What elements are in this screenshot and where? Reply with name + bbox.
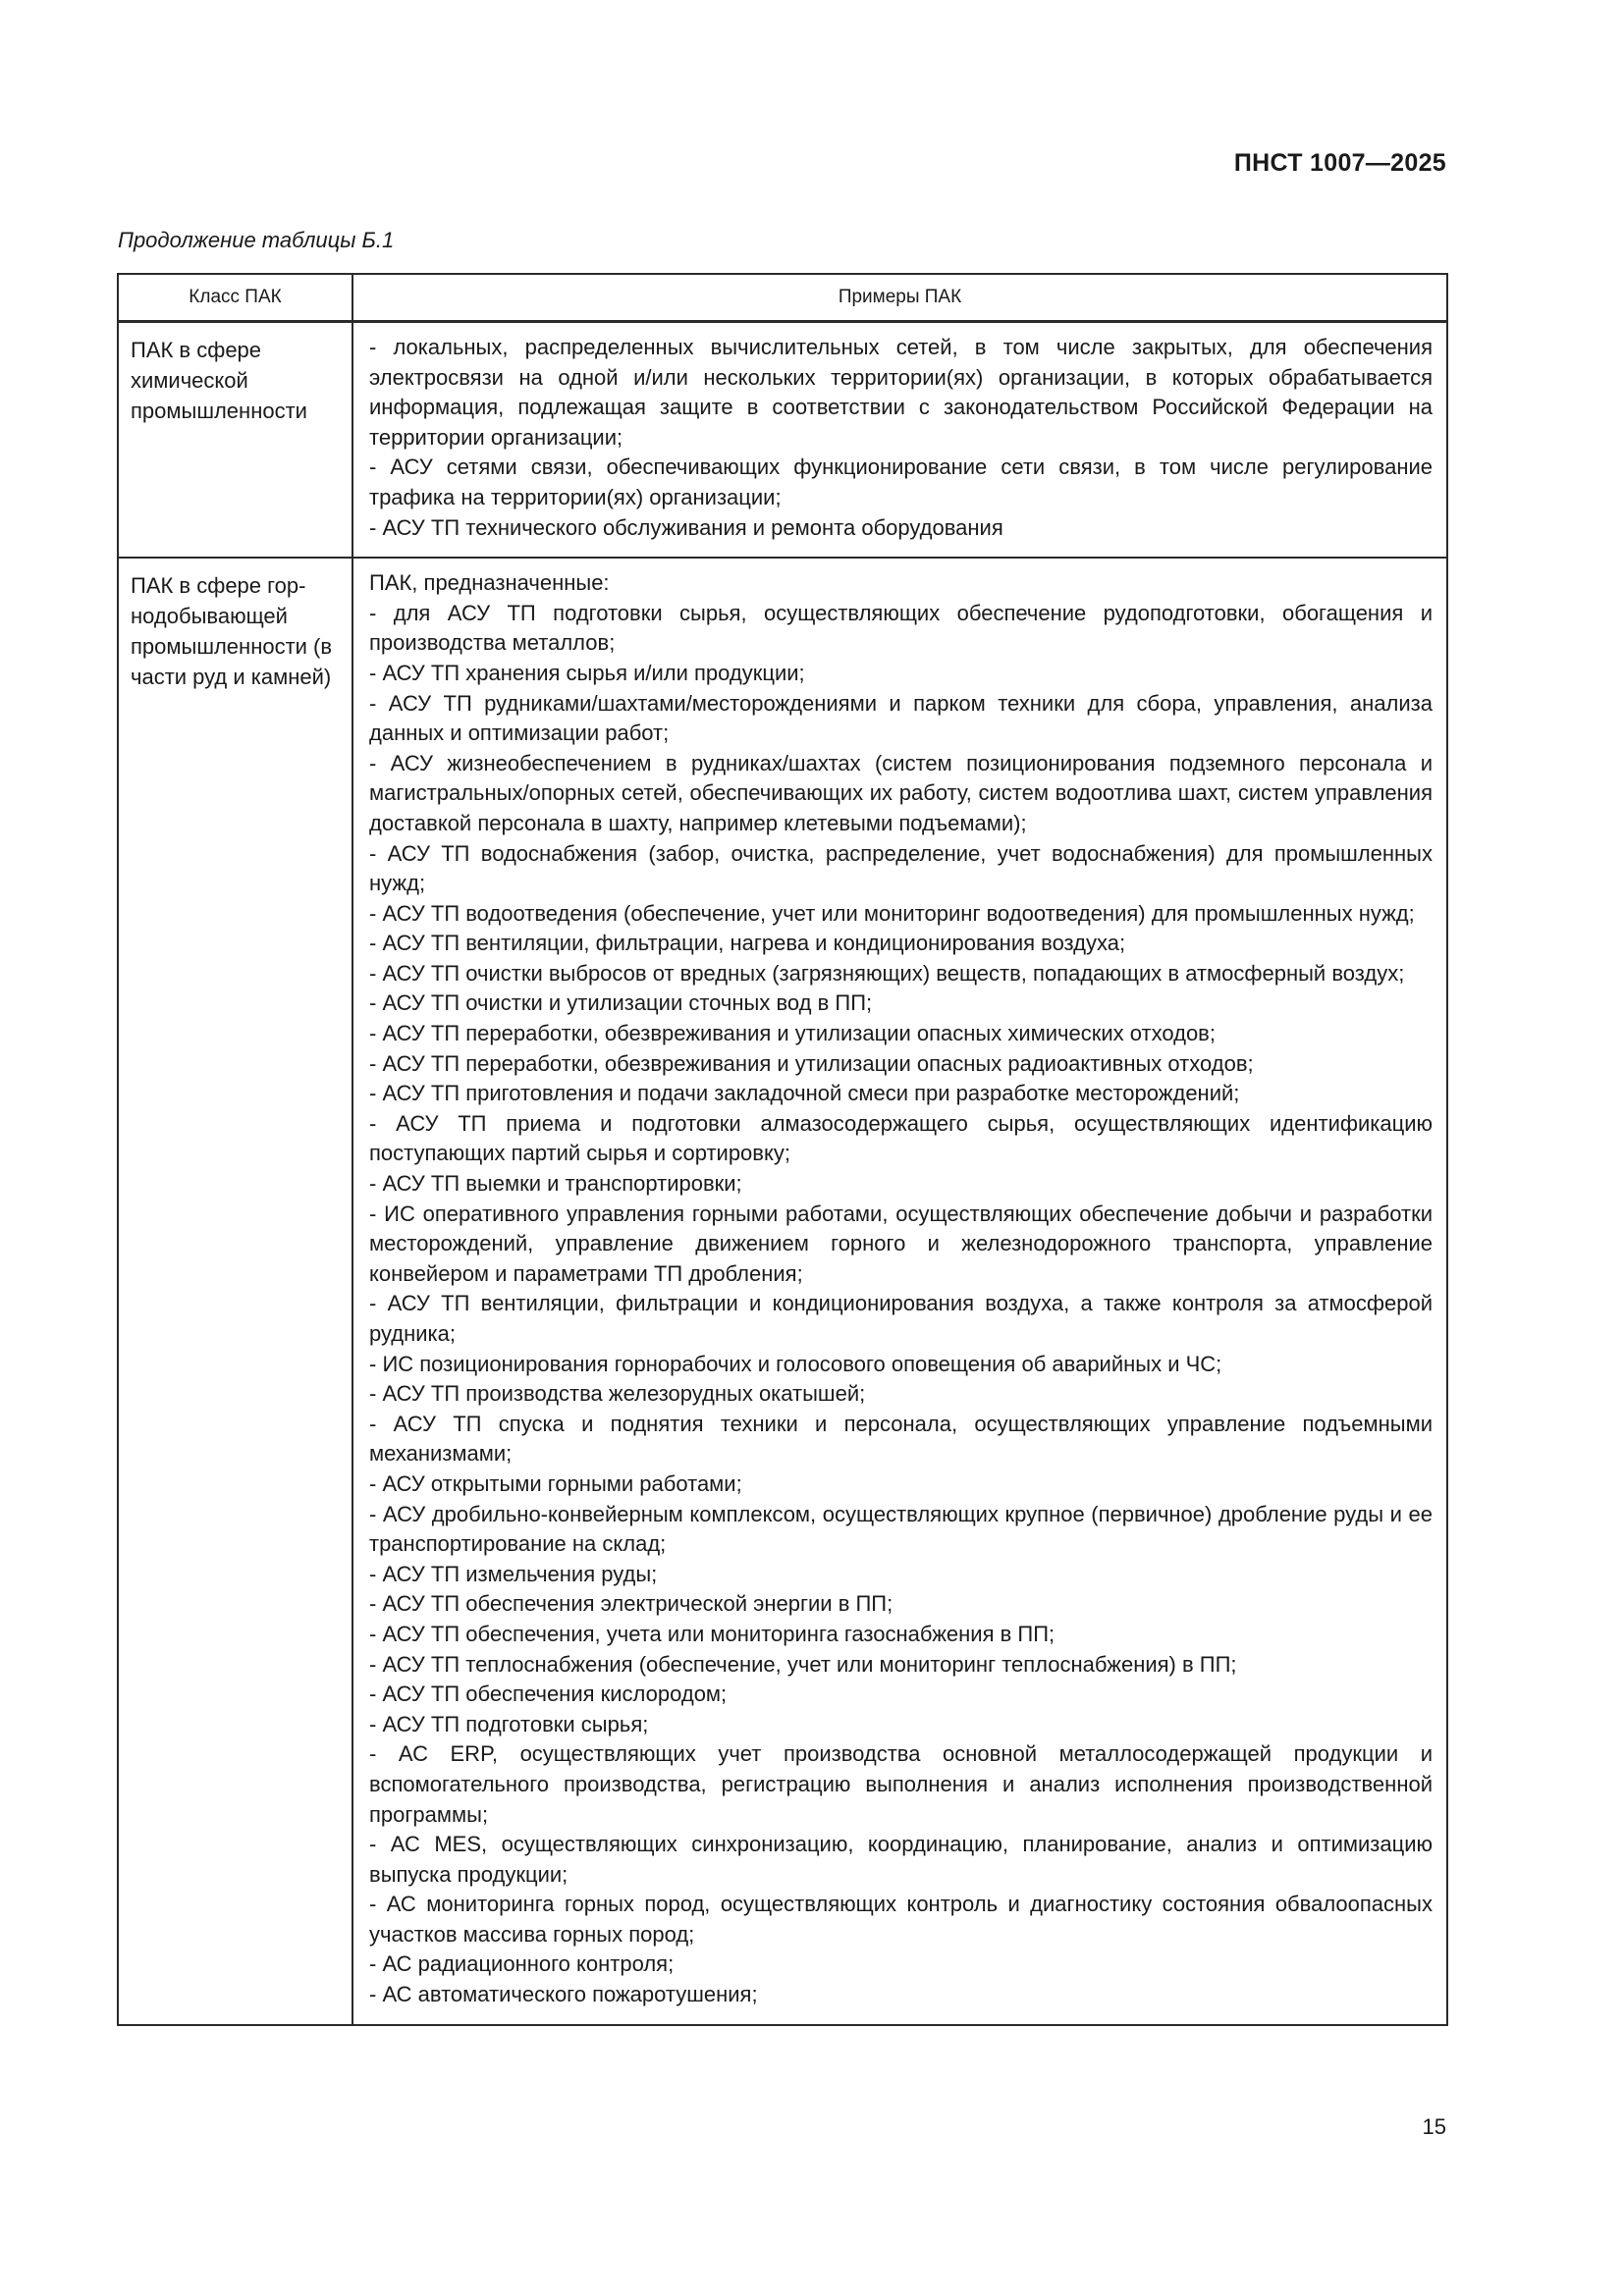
example-item: - ИС оперативного управления горными работами, осуществляющих обеспечение добычи и разработки месторождений, управление движением горного и железнодорожного транспорта, управление конвейером и параметрами ТП дробления; bbox=[369, 1201, 1433, 1286]
example-item: - АСУ дробильно-конвейерным комплексом, осуществляющих крупное (первичное) дробление руды и ее транспортирование на склад; bbox=[369, 1501, 1433, 1557]
example-item: - АСУ ТП обеспечения кислородом; bbox=[369, 1682, 728, 1707]
table-caption: Продолжение таблицы Б.1 bbox=[118, 228, 395, 252]
example-item: - АСУ ТП технического обслуживания и ремонта оборудования bbox=[369, 514, 1003, 540]
example-item: - ИС позиционирования горнорабочих и голосового оповещения об аварийных и ЧС; bbox=[369, 1351, 1222, 1376]
example-item: - АСУ ТП хранения сырья и/или продукции; bbox=[369, 660, 805, 685]
example-item: - АСУ ТП теплоснабжения (обеспечение, учет или мониторинг теплоснабжения) в ПП; bbox=[369, 1651, 1237, 1677]
pak-examples-table bbox=[117, 273, 1448, 2026]
example-item: - АСУ ТП обеспечения электрической энергии в ПП; bbox=[369, 1591, 893, 1617]
column-header-class: Класс ПАК bbox=[118, 274, 352, 322]
example-item: - АСУ ТП спуска и поднятия техники и персонала, осуществляющих управление подъемными механизмами; bbox=[369, 1411, 1433, 1467]
example-item: - АСУ жизнеобеспечением в рудниках/шахтах (систем позиционирования подземного персонала и магистральных/опорных сетей, обеспечивающих их работу, систем водоотлива шахт, систем управления доставкой персонала в шахту, например клетевыми подъемами); bbox=[369, 750, 1433, 835]
example-item: - АСУ ТП рудниками/шахтами/месторождениями и парком техники для сбора, управления, анализа данных и оптимизации работ; bbox=[369, 690, 1433, 746]
example-item: - АСУ сетями связи, обеспечивающих функционирование сети связи, в том числе регулирование трафика на территории(ях) организации; bbox=[369, 454, 1433, 509]
example-item: - АСУ ТП производства железорудных окатышей; bbox=[369, 1381, 866, 1407]
column-header-examples: Примеры ПАК bbox=[352, 274, 1447, 322]
example-item: - АС ERP, осуществляющих учет производства основной металлосодержащей продукции и вспомогательного производства, регистрацию выполнения и анализ исполнения производственной программы; bbox=[369, 1741, 1433, 1827]
example-item: - АСУ ТП очистки выбросов от вредных (загрязняющих) веществ, попадающих в атмосферный воздух; bbox=[369, 960, 1405, 986]
example-item: - для АСУ ТП подготовки сырья, осуществляющих обеспечение рудоподготовки, обогащения и производства металлов; bbox=[369, 600, 1433, 656]
example-item: - АС MES, осуществляющих синхронизацию, координацию, планирование, анализ и оптимизацию выпуска продукции; bbox=[369, 1832, 1433, 1887]
class-cell: ПАК в сфере горнодобывающей промышленности (в части руд и камней) bbox=[118, 558, 352, 2025]
example-item: - АСУ ТП вентиляции, фильтрации и кондиционирования воздуха, а также контроля за атмосферой рудника; bbox=[369, 1291, 1433, 1346]
example-item: - локальных, распределенных вычислительных сетей, в том числе закрытых, для обеспечения электросвязи на одной и/или нескольких территории(ях) организации, в которых обрабатывается информация, подлежащая защите в соответствии с законодательством Российской Федерации на территории организации; bbox=[369, 335, 1433, 450]
example-item: - АСУ ТП выемки и транспортировки; bbox=[369, 1171, 742, 1197]
example-item: - АСУ ТП водоотведения (обеспечение, учет или мониторинг водоотведения) для промышленных нужд; bbox=[369, 900, 1415, 926]
example-item: - АСУ ТП водоснабжения (забор, очистка, распределение, учет водоснабжения) для промышленных нужд; bbox=[369, 840, 1433, 896]
examples-cell bbox=[352, 558, 1447, 2025]
example-item: - АС радиационного контроля; bbox=[369, 1951, 675, 1977]
example-item: - АСУ ТП вентиляции, фильтрации, нагрева и кондиционирования воздуха; bbox=[369, 931, 1126, 956]
example-item: - АСУ ТП очистки и утилизации сточных вод в ПП; bbox=[369, 990, 873, 1016]
example-item: - АСУ ТП подготовки сырья; bbox=[369, 1711, 649, 1736]
examples-cell bbox=[352, 322, 1447, 559]
document-code: ПНСТ 1007—2025 bbox=[1233, 149, 1446, 177]
example-item: - АС автоматического пожаротушения; bbox=[369, 1982, 758, 2007]
example-item: - АСУ ТП обеспечения, учета или мониторинга газоснабжения в ПП; bbox=[369, 1621, 1056, 1646]
class-cell: ПАК в сфере химической промышленности bbox=[118, 322, 352, 559]
table-row bbox=[118, 558, 1447, 2025]
example-item: - АСУ ТП переработки, обезвреживания и утилизации опасных химических отходов; bbox=[369, 1021, 1216, 1046]
table-header-row bbox=[118, 274, 1447, 322]
page-number: 15 bbox=[1422, 2114, 1446, 2139]
example-intro: ПАК, предназначенные: bbox=[369, 570, 610, 596]
table-row bbox=[118, 322, 1447, 559]
example-item: - АС мониторинга горных пород, осуществляющих контроль и диагностику состояния обвалоопасных участков массива горных пород; bbox=[369, 1892, 1433, 1947]
example-item: - АСУ открытыми горными работами; bbox=[369, 1470, 742, 1496]
example-item: - АСУ ТП измельчения руды; bbox=[369, 1561, 658, 1586]
example-item: - АСУ ТП приема и подготовки алмазосодержащего сырья, осуществляющих идентификацию поступающих партий сырья и сортировку; bbox=[369, 1110, 1433, 1166]
example-item: - АСУ ТП приготовления и подачи закладочной смеси при разработке месторождений; bbox=[369, 1081, 1240, 1106]
example-item: - АСУ ТП переработки, обезвреживания и утилизации опасных радиоактивных отходов; bbox=[369, 1050, 1254, 1076]
